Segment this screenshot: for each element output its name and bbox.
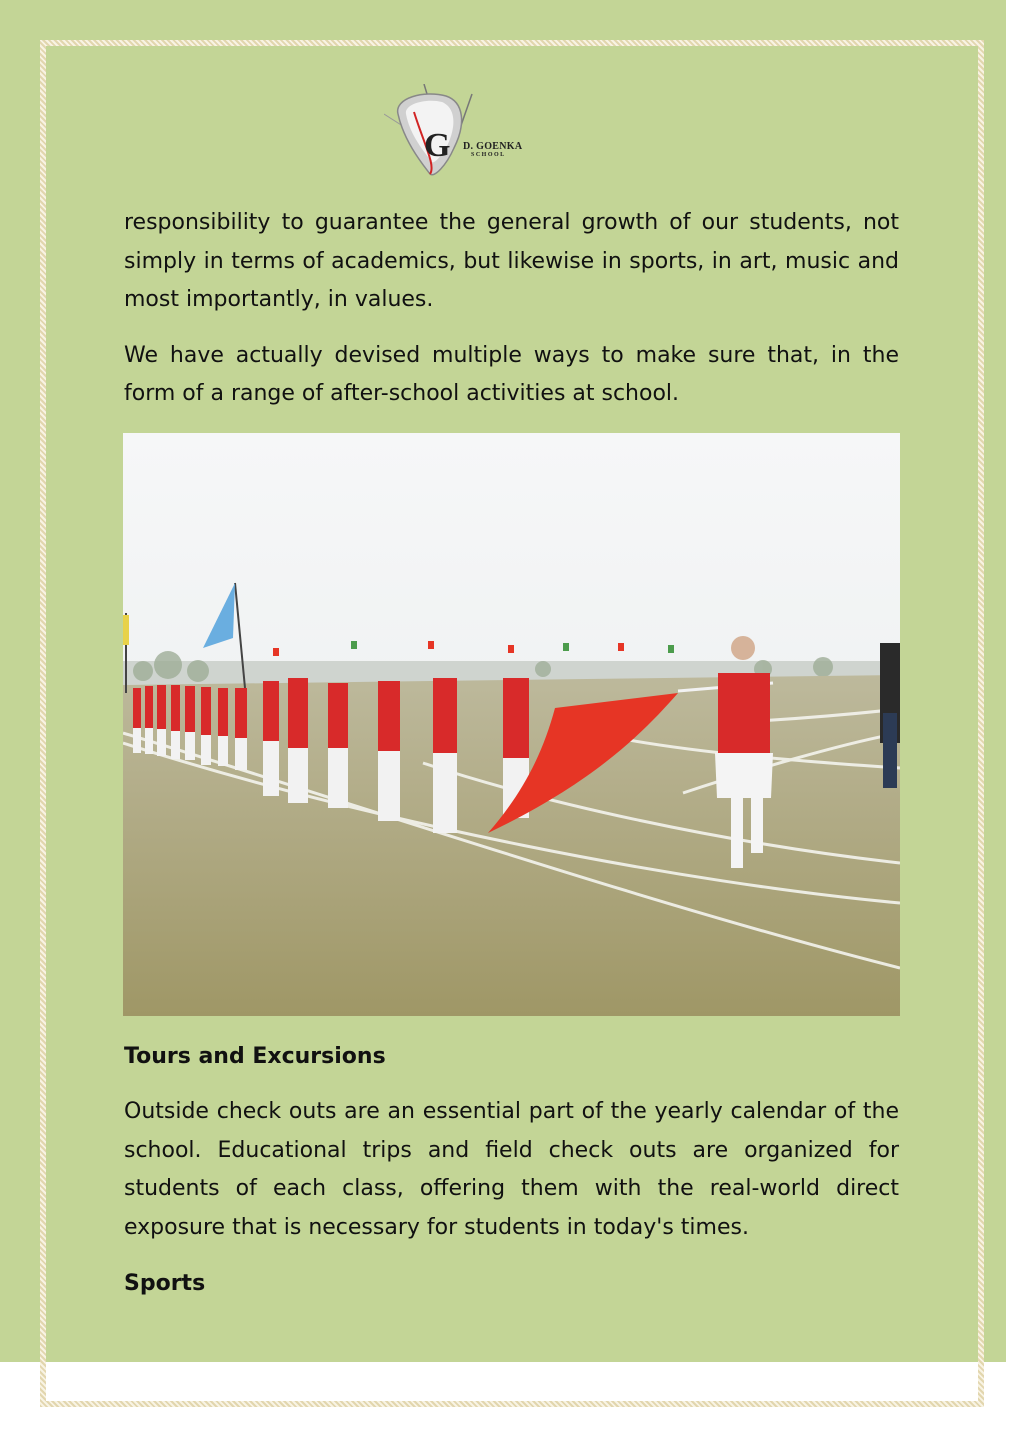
paragraph-activities: We have actually devised multiple ways to make sure that, in the form of a range of after-school activities at school.: [124, 342, 899, 406]
heading-sports: Sports: [124, 1271, 206, 1296]
paragraph-tours: Outside check outs are an essential part of the yearly calendar of the school. Educational trips and field check outs are organized for students of each class, offering them with the real-world direct exposure that is necessary for students in today's times.: [124, 1099, 899, 1240]
logo-wordmark: [463, 142, 522, 158]
logo-subtitle: SCHOOL: [471, 152, 506, 158]
sports-parade-photo: [123, 433, 900, 1016]
intro-text: [124, 204, 899, 431]
school-logo: [384, 84, 534, 180]
heading-tours-and-excursions: Tours and Excursions: [124, 1044, 386, 1069]
logo-name: D. GOENKA: [463, 141, 523, 152]
paragraph-responsibility: responsibility to guarantee the general growth of our students, not simply in terms of academics, but likewise in sports, in art, music and most importantly, in values.: [124, 210, 899, 312]
logo-letter: G: [424, 127, 451, 164]
